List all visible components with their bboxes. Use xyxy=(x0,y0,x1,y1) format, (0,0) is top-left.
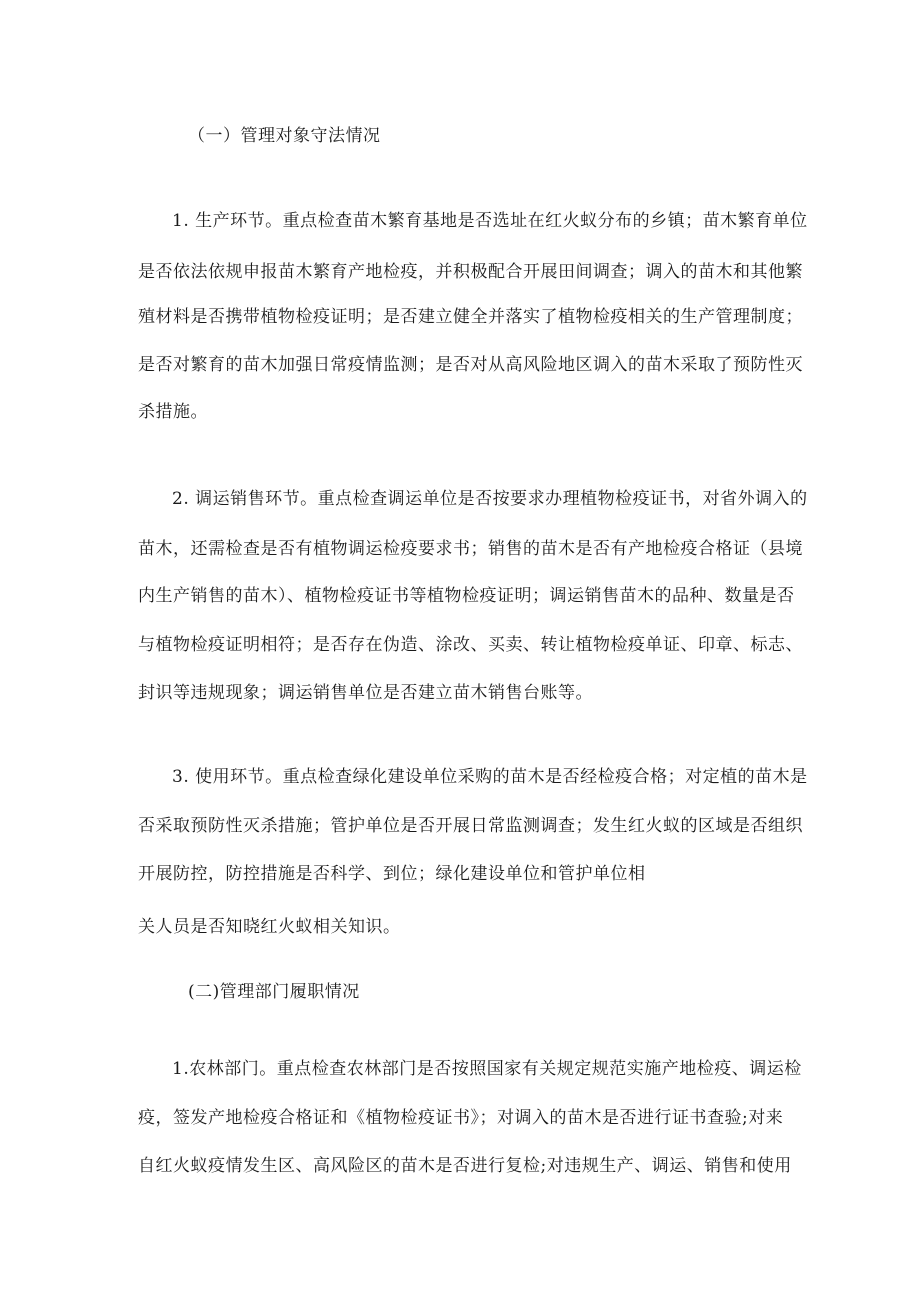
paragraph-3-line-3: 开展防控，防控措施是否科学、到位；绿化建设单位和管护单位相 xyxy=(138,864,646,884)
section-heading-2: (二)管理部门履职情况 xyxy=(188,982,360,1002)
paragraph-4-line-1: 1.农林部门。重点检查农林部门是否按照国家有关规定规范实施产地检疫、调运检 xyxy=(172,1059,802,1079)
paragraph-3-line-2: 否采取预防性灭杀措施；管护单位是否开展日常监测调查；发生红火蚁的区域是否组织 xyxy=(138,816,803,836)
paragraph-3-line-4: 关人员是否知晓红火蚁相关知识。 xyxy=(138,917,401,937)
paragraph-1-line-4: 是否对繁育的苗木加强日常疫情监测；是否对从高风险地区调入的苗木采取了预防性灭 xyxy=(138,355,803,375)
paragraph-1-line-2: 是否依法依规申报苗木繁育产地检疫，并积极配合开展田间调查；调入的苗木和其他繁 xyxy=(138,262,803,282)
paragraph-4-line-2: 疫，签发产地检疫合格证和《植物检疫证书》；对调入的苗木是否进行证书查验;对来 xyxy=(138,1108,784,1128)
paragraph-3-line-1: 3. 使用环节。重点检查绿化建设单位采购的苗木是否经检疫合格；对定植的苗木是 xyxy=(172,767,808,787)
paragraph-2-line-3: 内生产销售的苗木）、植物检疫证书等植物检疫证明；调运销售苗木的品种、数量是否 xyxy=(138,586,795,606)
paragraph-2-line-4: 与植物检疫证明相符；是否存在伪造、涂改、买卖、转让植物检疫单证、印章、标志、 xyxy=(138,635,803,655)
paragraph-2-line-1: 2. 调运销售环节。重点检查调运单位是否按要求办理植物检疫证书，对省外调入的 xyxy=(172,489,808,509)
paragraph-1-line-1: 1. 生产环节。重点检查苗木繁育基地是否选址在红火蚁分布的乡镇；苗木繁育单位 xyxy=(172,211,808,231)
paragraph-4-line-3: 自红火蚁疫情发生区、高风险区的苗木是否进行复检;对违规生产、调运、销售和使用 xyxy=(138,1156,792,1176)
section-heading-1: （一）管理对象守法情况 xyxy=(188,126,381,146)
paragraph-2-line-2: 苗木，还需检查是否有植物调运检疫要求书；销售的苗木是否有产地检疫合格证（县境 xyxy=(138,539,803,559)
paragraph-1-line-5: 杀措施。 xyxy=(138,402,208,422)
paragraph-2-line-5: 封识等违规现象；调运销售单位是否建立苗木销售台账等。 xyxy=(138,683,593,703)
paragraph-1-line-3: 殖材料是否携带植物检疫证明；是否建立健全并落实了植物检疫相关的生产管理制度； xyxy=(138,307,803,327)
